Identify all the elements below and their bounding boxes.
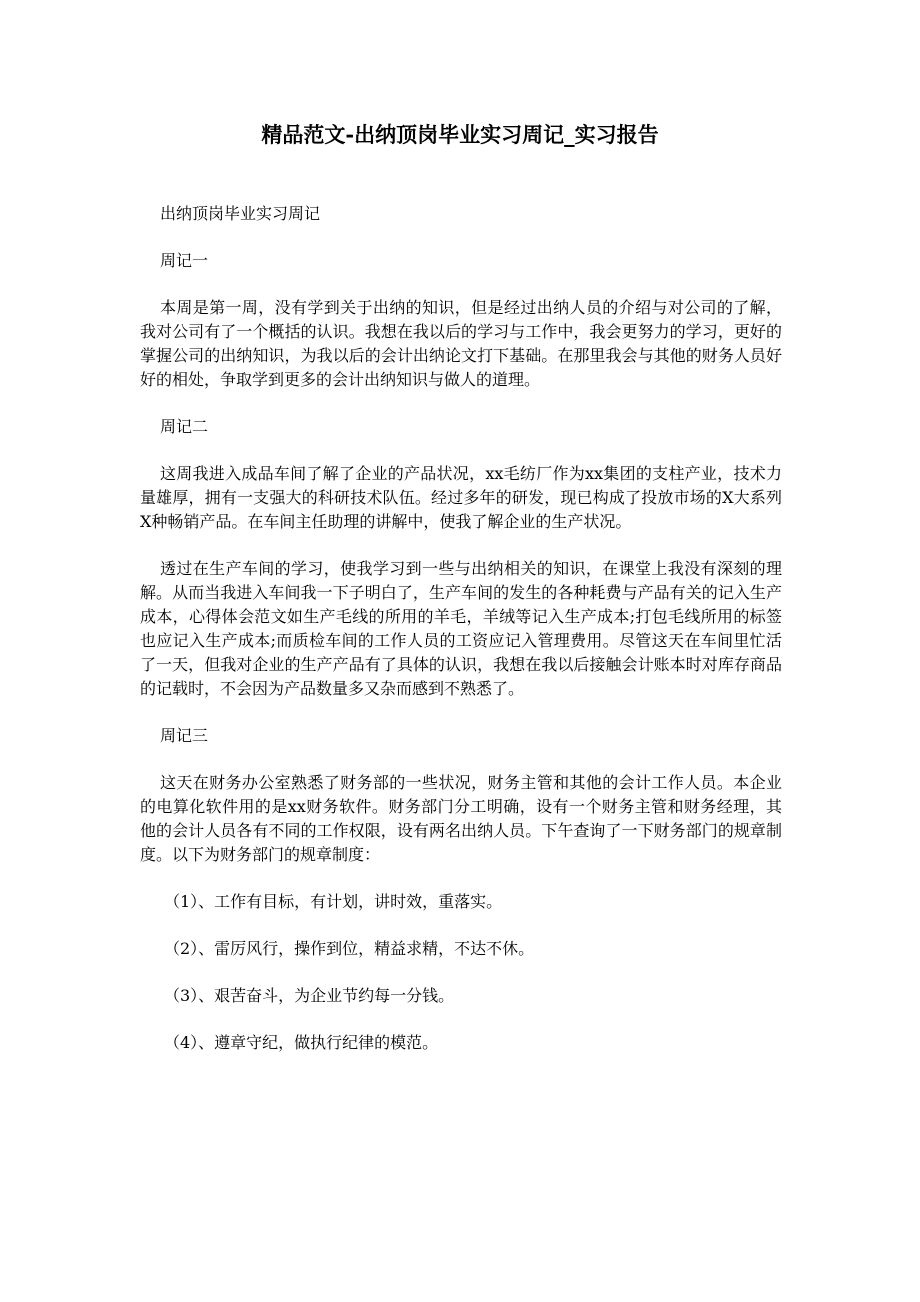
subtitle: 出纳顶岗毕业实习周记 xyxy=(160,204,321,223)
rule-item-4: （4）、遵章守纪，做执行纪律的模范。 xyxy=(164,1033,439,1052)
document-title: 精品范文-出纳顶岗毕业实习周记_实习报告 xyxy=(261,122,659,147)
rule-item-1: （1）、工作有目标，有计划，讲时效，重落实。 xyxy=(164,892,503,911)
document-body xyxy=(140,202,782,1055)
paragraph-week-2-continued: 透过在生产车间的学习，使我学习到一些与出纳相关的知识，在课堂上我没有深刻的理解。从而当我进入车间我一下子明白了，生产车间的发生的各种耗费与产品有关的记入生产成本，心得体会范文如生产毛线的所用的羊毛，羊绒等记入生产成本;打包毛线所用的标签也应记入生产成本;而质检车间的工作人员的工资应记入管理费用。尽管这天在车间里忙活了一天，但我对企业的生产产品有了具体的认识，我想在我以后接触会计账本时对库存商品的记载时，不会因为产品数量多又杂而感到不熟悉了。 xyxy=(140,559,782,698)
section-heading-week-2: 周记二 xyxy=(160,417,209,436)
paragraph-week-3: 这天在财务办公室熟悉了财务部的一些状况，财务主管和其他的会计工作人员。本企业的电算化软件用的是xx财务软件。财务部门分工明确，设有一个财务主管和财务经理，其他的会计人员各有不同的工作权限，设有两名出纳人员。下午查询了一下财务部门的规章制度。以下为财务部门的规章制度： xyxy=(140,773,782,864)
paragraph-week-2: 这周我进入成品车间了解了企业的产品状况，xx毛纺厂作为xx集团的支柱产业，技术力量雄厚，拥有一支强大的科研技术队伍。经过多年的研发，现已构成了投放市场的X大系列X种畅销产品。在车间主任助理的讲解中，使我了解企业的生产状况。 xyxy=(140,464,782,531)
paragraph-week-1: 本周是第一周，没有学到关于出纳的知识，但是经过出纳人员的介绍与对公司的了解，我对公司有了一个概括的认识。我想在我以后的学习与工作中，我会更努力的学习，更好的掌握公司的出纳知识，为我以后的会计出纳论文打下基础。在那里我会与其他的财务人员好好的相处，争取学到更多的会计出纳知识与做人的道理。 xyxy=(140,298,782,389)
rule-item-2: （2）、雷厉风行，操作到位，精益求精，不达不休。 xyxy=(164,939,535,958)
section-heading-week-1: 周记一 xyxy=(160,251,209,270)
section-heading-week-3: 周记三 xyxy=(160,726,209,745)
rule-item-3: （3）、艰苦奋斗，为企业节约每一分钱。 xyxy=(164,986,455,1005)
